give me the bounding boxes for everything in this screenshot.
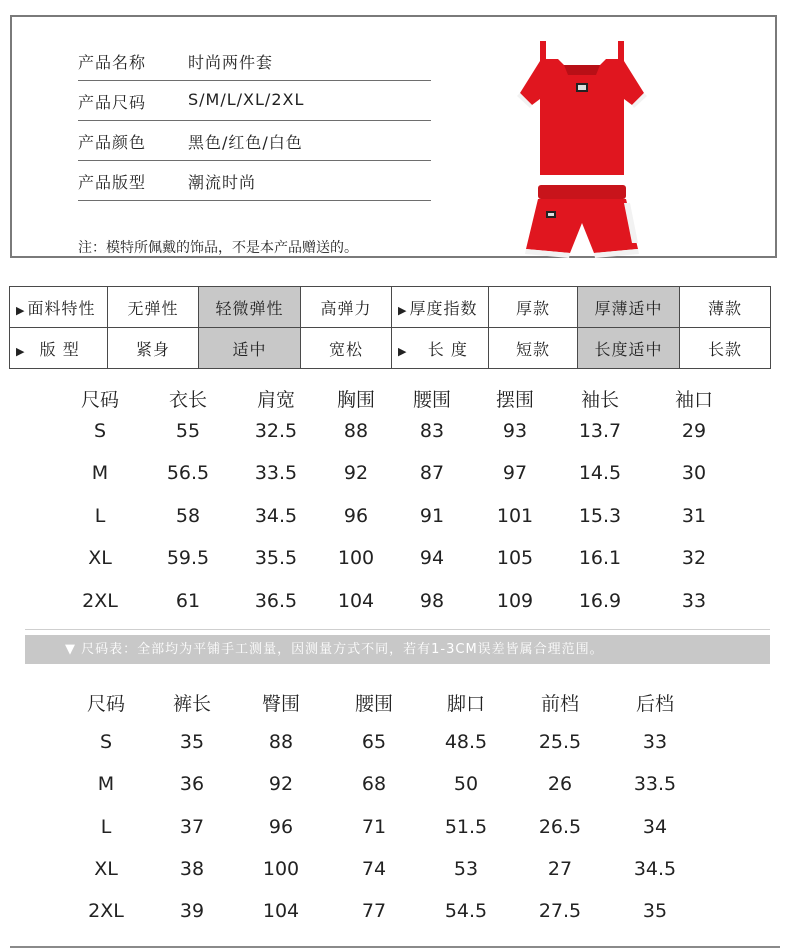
info-value: 黑色/红色/白色 xyxy=(188,133,303,152)
feature-row-fabric xyxy=(10,287,771,328)
size-header: 腰围 xyxy=(354,693,394,715)
fit-label: ▶ 版 型 xyxy=(10,328,108,369)
size-cell: 97 xyxy=(502,462,528,484)
size-cell: 92 xyxy=(268,773,294,795)
size-cell: 25.5 xyxy=(538,731,582,753)
feature-option: 厚款 xyxy=(489,287,578,328)
size-cell: 104 xyxy=(262,900,300,922)
size-cell: 56.5 xyxy=(166,462,210,484)
size-cell: 101 xyxy=(496,505,534,527)
size-cell: S xyxy=(93,420,107,442)
bottom-divider xyxy=(10,946,780,948)
info-value: 时尚两件套 xyxy=(188,53,274,72)
size-cell: 88 xyxy=(343,420,369,442)
measure-note: ▼ 尺码表：全部均为平铺手工测量，因测量方式不同，若有1-3CM误差皆属合理范围。 xyxy=(25,635,770,664)
info-label: 产品版型 xyxy=(78,173,147,192)
size-cell: 38 xyxy=(179,858,205,880)
size-cell: 53 xyxy=(453,858,479,880)
size-cell: 83 xyxy=(419,420,445,442)
size-cell: 94 xyxy=(419,547,445,569)
size-header: 尺码 xyxy=(86,693,126,715)
feature-option: 高弹力 xyxy=(301,287,392,328)
size-cell: 100 xyxy=(262,858,300,880)
size-cell: 104 xyxy=(337,590,375,612)
feature-option-selected: 厚薄适中 xyxy=(578,287,680,328)
info-label: 产品颜色 xyxy=(78,133,147,152)
size-cell: 93 xyxy=(502,420,528,442)
thickness-label: ▶ 厚度指数 xyxy=(392,287,489,328)
size-cell: 35 xyxy=(642,900,668,922)
size-cell: 96 xyxy=(343,505,369,527)
size-cell: S xyxy=(99,731,113,753)
size-cell: 71 xyxy=(361,816,387,838)
size-cell: 14.5 xyxy=(578,462,622,484)
size-cell: 35 xyxy=(179,731,205,753)
size-cell: 36 xyxy=(179,773,205,795)
triangle-right-icon: ▶ xyxy=(398,303,408,317)
size-cell: XL xyxy=(94,858,118,880)
size-cell: 33.5 xyxy=(633,773,677,795)
size-cell: 96 xyxy=(268,816,294,838)
size-header: 裤长 xyxy=(172,693,212,715)
size-cell: 30 xyxy=(681,462,707,484)
product-info-box xyxy=(10,15,777,258)
size-cell: 100 xyxy=(337,547,375,569)
size-cell: 34.5 xyxy=(633,858,677,880)
size-cell: XL xyxy=(88,547,112,569)
info-row-style xyxy=(78,162,431,201)
size-cell: 65 xyxy=(361,731,387,753)
size-cell: 39 xyxy=(179,900,205,922)
size-header: 臀围 xyxy=(261,693,301,715)
size-cell: 16.9 xyxy=(578,590,622,612)
size-cell: 26 xyxy=(547,773,573,795)
size-cell: 32.5 xyxy=(254,420,298,442)
size-cell: 16.1 xyxy=(578,547,622,569)
size-cell: 15.3 xyxy=(578,505,622,527)
size-cell: 88 xyxy=(268,731,294,753)
size-cell: 68 xyxy=(361,773,387,795)
size-cell: 109 xyxy=(496,590,534,612)
feature-option: 短款 xyxy=(489,328,578,369)
size-header: 前档 xyxy=(540,693,580,715)
size-header: 脚口 xyxy=(446,693,486,715)
size-cell: 13.7 xyxy=(578,420,622,442)
size-cell: 92 xyxy=(343,462,369,484)
size-cell: 29 xyxy=(681,420,707,442)
size-header: 胸围 xyxy=(336,389,376,411)
info-label: 产品尺码 xyxy=(78,93,147,112)
feature-option: 紧身 xyxy=(108,328,199,369)
tshirt-image xyxy=(517,41,647,175)
size-cell: 33 xyxy=(681,590,707,612)
length-label: ▶ 长 度 xyxy=(392,328,489,369)
feature-option: 长款 xyxy=(680,328,771,369)
accessory-note: 注：模特所佩戴的饰品，不是本产品赠送的。 xyxy=(78,240,358,256)
size-cell: 87 xyxy=(419,462,445,484)
size-cell: 36.5 xyxy=(254,590,298,612)
size-header: 后档 xyxy=(635,693,675,715)
triangle-right-icon: ▶ xyxy=(16,344,26,358)
size-cell: 98 xyxy=(419,590,445,612)
feature-option: 宽松 xyxy=(301,328,392,369)
feature-option: 无弹性 xyxy=(108,287,199,328)
size-cell: 33.5 xyxy=(254,462,298,484)
feature-option-selected: 长度适中 xyxy=(578,328,680,369)
size-header: 衣长 xyxy=(168,389,208,411)
size-cell: 105 xyxy=(496,547,534,569)
product-image xyxy=(512,35,652,259)
size-cell: 35.5 xyxy=(254,547,298,569)
size-cell: 34 xyxy=(642,816,668,838)
size-cell: 2XL xyxy=(88,900,124,922)
feature-option-selected: 轻微弹性 xyxy=(199,287,301,328)
size-cell: 27.5 xyxy=(538,900,582,922)
triangle-right-icon: ▶ xyxy=(398,344,408,358)
size-cell: 58 xyxy=(175,505,201,527)
size-header: 袖口 xyxy=(674,389,714,411)
triangle-right-icon: ▶ xyxy=(16,303,26,317)
size-cell: 61 xyxy=(175,590,201,612)
size-cell: L xyxy=(94,505,106,527)
size-cell: 26.5 xyxy=(538,816,582,838)
info-row-color xyxy=(78,122,431,161)
size-header: 尺码 xyxy=(80,389,120,411)
size-header: 摆围 xyxy=(495,389,535,411)
shorts-image xyxy=(525,185,639,258)
size-cell: 77 xyxy=(361,900,387,922)
size-cell: M xyxy=(91,462,109,484)
size-cell: 33 xyxy=(642,731,668,753)
size-header: 袖长 xyxy=(580,389,620,411)
size-cell: 74 xyxy=(361,858,387,880)
size-cell: 50 xyxy=(453,773,479,795)
size-cell: 34.5 xyxy=(254,505,298,527)
size-cell: 48.5 xyxy=(444,731,488,753)
size-header: 腰围 xyxy=(412,389,452,411)
size-cell: 91 xyxy=(419,505,445,527)
info-label: 产品名称 xyxy=(78,53,147,72)
feature-table xyxy=(9,286,771,369)
size-cell: 32 xyxy=(681,547,707,569)
size-cell: 54.5 xyxy=(444,900,488,922)
size-cell: 51.5 xyxy=(444,816,488,838)
feature-row-fit xyxy=(10,328,771,369)
size-cell: M xyxy=(97,773,115,795)
info-row-size xyxy=(78,82,431,121)
divider xyxy=(25,629,770,630)
size-cell: 2XL xyxy=(82,590,118,612)
feature-option: 薄款 xyxy=(680,287,771,328)
size-cell: 31 xyxy=(681,505,707,527)
size-cell: 37 xyxy=(179,816,205,838)
feature-option-selected: 适中 xyxy=(199,328,301,369)
info-row-name xyxy=(78,42,431,81)
size-cell: L xyxy=(100,816,112,838)
fabric-label: ▶ 面料特性 xyxy=(10,287,108,328)
size-cell: 55 xyxy=(175,420,201,442)
info-value: 潮流时尚 xyxy=(188,173,257,192)
size-cell: 59.5 xyxy=(166,547,210,569)
size-cell: 27 xyxy=(547,858,573,880)
size-header: 肩宽 xyxy=(256,389,296,411)
info-value: S/M/L/XL/2XL xyxy=(188,90,305,109)
